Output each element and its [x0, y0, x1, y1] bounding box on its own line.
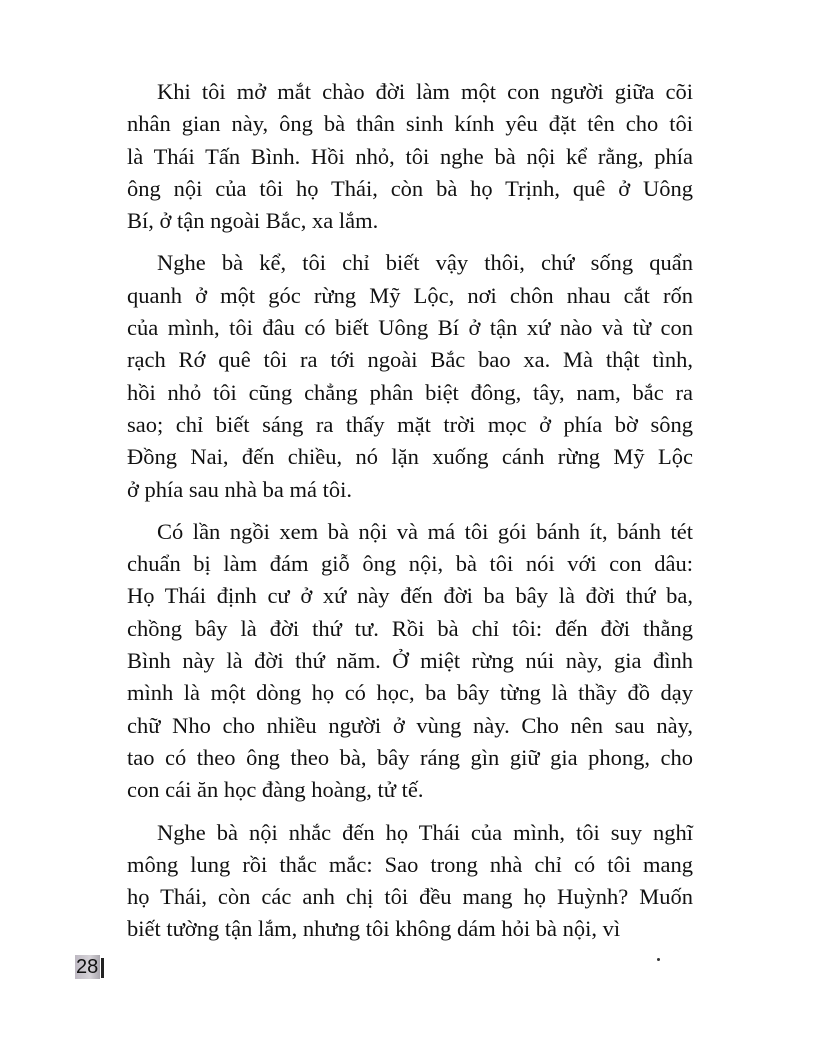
text-line: hồi nhỏ tôi cũng chẳng phân biệt đông, tây, nam, bắc ra: [127, 379, 693, 405]
text-line: của mình, tôi đâu có biết Uông Bí ở tận xứ nào và từ con: [127, 315, 693, 341]
paragraph: [127, 817, 693, 946]
text-line: ông nội của tôi họ Thái, còn bà họ Trịnh, quê ở Uông: [127, 175, 693, 201]
text-line: sao; chỉ biết sáng ra thấy mặt trời mọc ở phía bờ sông: [127, 411, 693, 437]
paragraph: [127, 76, 693, 237]
text-line: Bí, ở tận ngoài Bắc, xa lắm.: [127, 208, 379, 234]
text-line: Có lần ngồi xem bà nội và má tôi gói bánh ít, bánh tét: [157, 518, 693, 544]
text-line: Nghe bà nội nhắc đến họ Thái của mình, tôi suy nghĩ: [157, 819, 693, 845]
paragraph: [127, 247, 693, 505]
text-line: nhân gian này, ông bà thân sinh kính yêu đặt tên cho tôi: [127, 111, 693, 137]
text-line: chữ Nho cho nhiều người ở vùng này. Cho nên sau này,: [127, 712, 693, 738]
text-line: Họ Thái định cư ở xứ này đến đời ba bây là đời thứ ba,: [127, 583, 693, 609]
page-number: 28: [76, 956, 99, 978]
text-line: ở phía sau nhà ba má tôi.: [127, 476, 352, 502]
page-number-bar: [101, 958, 104, 978]
text-line: chồng bây là đời thứ tư. Rồi bà chỉ tôi: đến đời thằng: [127, 615, 693, 641]
text-line: biết tường tận lắm, nhưng tôi không dám hỏi bà nội, vì: [127, 916, 621, 942]
text-line: Bình này là đời thứ năm. Ở miệt rừng núi này, gia đình: [127, 648, 693, 674]
scan-speck: [657, 958, 660, 961]
text-line: Nghe bà kể, tôi chỉ biết vậy thôi, chứ sống quẩn: [157, 250, 693, 276]
text-line: mình là một dòng họ có học, ba bây từng là thầy đồ dạy: [127, 680, 693, 706]
text-line: chuẩn bị làm đám giỗ ông nội, bà tôi nói với con dâu:: [127, 551, 693, 577]
text-line: Đồng Nai, đến chiều, nó lặn xuống cánh rừng Mỹ Lộc: [127, 444, 693, 470]
paragraph: [127, 516, 693, 807]
page-body: [127, 76, 693, 956]
text-line: mông lung rồi thắc mắc: Sao trong nhà chỉ có tôi mang: [127, 851, 693, 877]
text-line: quanh ở một góc rừng Mỹ Lộc, nơi chôn nhau cắt rốn: [127, 282, 693, 308]
text-line: Khi tôi mở mắt chào đời làm một con người giữa cõi: [157, 79, 693, 104]
text-line: rạch Rớ quê tôi ra tới ngoài Bắc bao xa. Mà thật tình,: [127, 347, 693, 373]
text-line: là Thái Tấn Bình. Hồi nhỏ, tôi nghe bà nội kể rằng, phía: [127, 143, 693, 169]
text-line: tao có theo ông theo bà, bây ráng gìn giữ gia phong, cho: [127, 744, 693, 770]
text-line: họ Thái, còn các anh chị tôi đều mang họ Huỳnh? Muốn: [127, 884, 693, 910]
text-line: con cái ăn học đàng hoàng, tử tế.: [127, 777, 424, 803]
